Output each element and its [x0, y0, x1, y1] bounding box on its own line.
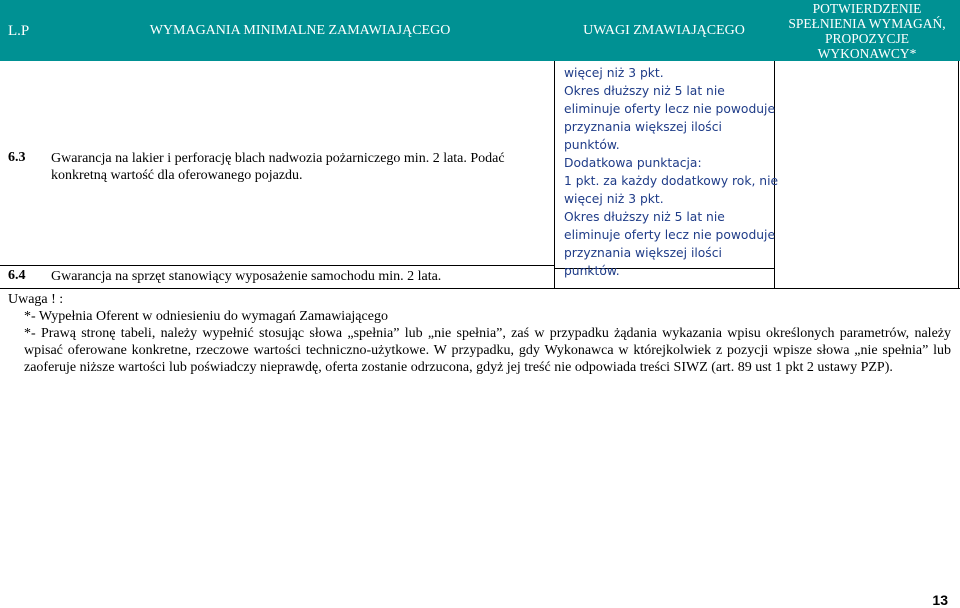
row-requirement: Gwarancja na lakier i perforację blach nadwozia pożarniczego min. 2 lata. Podać konkretną wartość dla oferowanego pojazdu.	[51, 151, 505, 183]
notes-line: *- Wypełnia Oferent w odniesieniu do wymagań Zamawiającego	[24, 309, 388, 324]
header-requirement: WYMAGANIA MINIMALNE ZAMAWIAJĄCEGO	[46, 0, 554, 61]
header-confirmation-line: WYKONAWCY*	[817, 45, 917, 61]
header-lp: L.P	[0, 0, 46, 61]
remarks-line: eliminuje oferty lecz nie powoduje	[564, 228, 776, 242]
remarks-cell	[564, 64, 779, 280]
remarks-line: eliminuje oferty lecz nie powoduje	[564, 102, 776, 116]
notes	[8, 291, 951, 376]
remarks-line: więcej niż 3 pkt.	[564, 66, 664, 80]
remarks-line: punktów.	[564, 138, 620, 152]
remarks-line: punktów.	[564, 264, 620, 278]
row-requirement: Gwarancja na sprzęt stanowiący wyposażenie samochodu min. 2 lata.	[51, 269, 442, 284]
remarks-line: Dodatkowa punktacja:	[564, 156, 702, 170]
row-number: 6.3	[8, 150, 26, 165]
notes-heading: Uwaga ! :	[8, 292, 64, 307]
remarks-line: przyznania większej ilości	[564, 246, 722, 260]
notes-paragraph: *- Prawą stronę tabeli, należy wypełnić stosując słowa „spełnia” lub „nie spełnia”, zaś w przypadku żądania wykazania wpisu określonych parametrów, należy wpisać oferowane konkretne, rzeczowe wartości techniczno-użytkowe. W przypadku, gdy Wykonawca w którejkolwiek z pozycji wpisze słowa „nie spełnia” lub zaoferuje niższe wartości lub poświadczy nieprawdę, oferta zostanie odrzucona, gdyż jej treść nie odpowiada treści SIWZ (art. 89 ust 1 pkt 2 ustawy PZP).	[24, 326, 951, 375]
remarks-line: Okres dłuższy niż 5 lat nie	[564, 84, 725, 98]
row-number: 6.4	[8, 268, 26, 283]
remarks-line: 1 pkt. za każdy dodatkowy rok, nie	[564, 174, 779, 188]
page-number: 13	[932, 592, 948, 608]
header-confirmation-line: PROPOZYCJE	[824, 30, 910, 46]
remarks-line: więcej niż 3 pkt.	[564, 192, 664, 206]
remarks-line: Okres dłuższy niż 5 lat nie	[564, 210, 725, 224]
remarks-line: przyznania większej ilości	[564, 120, 722, 134]
header-confirmation-line: SPEŁNIENIA WYMAGAŃ,	[788, 15, 946, 31]
header-remarks: UWAGI ZMAWIAJĄCEGO	[554, 0, 774, 61]
header-confirmation-line: POTWIERDZENIE	[812, 0, 922, 16]
